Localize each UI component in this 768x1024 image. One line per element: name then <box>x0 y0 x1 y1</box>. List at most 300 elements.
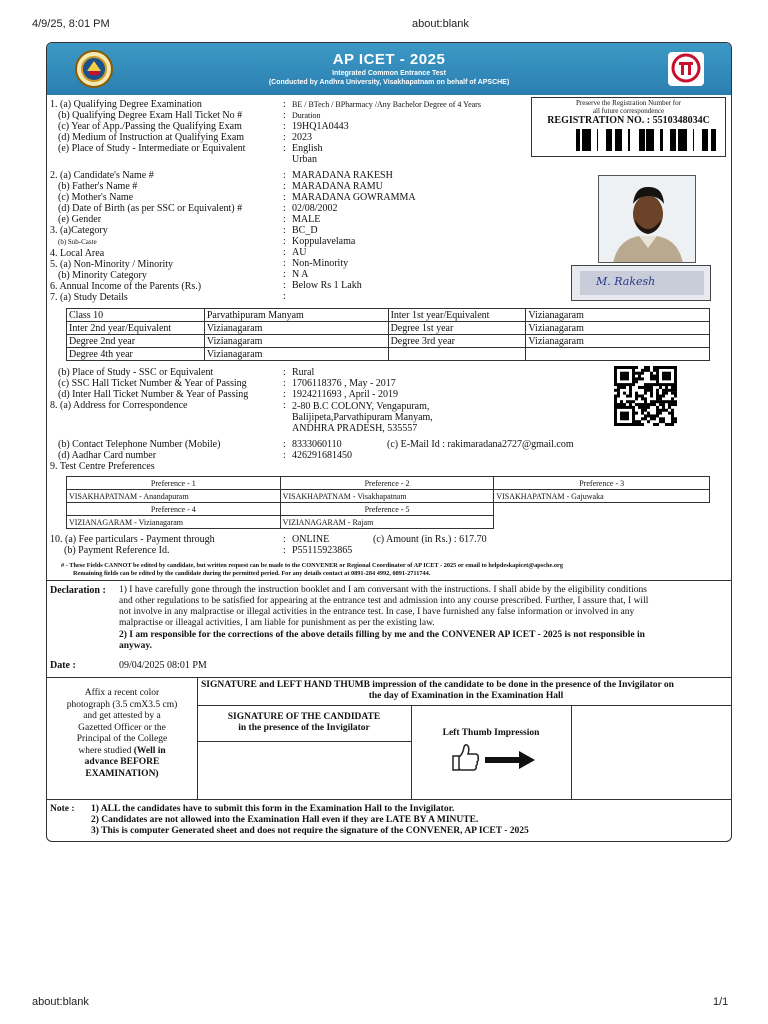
value-sub-caste: Koppulavelama <box>292 236 356 247</box>
header-banner <box>47 43 731 95</box>
qr-module <box>623 386 626 389</box>
barcode-bar <box>586 129 588 151</box>
barcode-bar <box>618 129 621 151</box>
qr-module <box>620 372 623 375</box>
label-dob: (d) Date of Birth (as per SSC or Equivalent) # <box>58 203 243 214</box>
qr-module <box>674 400 677 403</box>
qr-module <box>623 392 626 395</box>
qr-module <box>650 389 653 392</box>
qr-module <box>632 372 635 375</box>
qr-module <box>638 406 641 409</box>
qr-module <box>656 389 659 392</box>
qr-module <box>653 375 656 378</box>
qr-module <box>656 366 659 369</box>
qr-module <box>644 383 647 386</box>
qr-module <box>617 389 620 392</box>
qr-module <box>626 412 629 415</box>
qr-module <box>644 414 647 417</box>
label-hall-ticket-no: (b) Qualifying Degree Exam Hall Ticket No # <box>58 110 243 121</box>
qr-module <box>668 400 671 403</box>
qr-module <box>647 383 650 386</box>
table-row <box>67 477 710 490</box>
table-row <box>67 322 710 335</box>
qr-module <box>635 366 638 369</box>
qr-module <box>665 372 668 375</box>
note-line1: 1) ALL the candidates have to submit this form in the Examination Hall to the Invigilator. <box>91 804 455 814</box>
value-local-area: AU <box>292 247 307 258</box>
photo-instruction-1: Affix a recent color <box>84 688 160 698</box>
edit-notice-line1: # - These Fields CANNOT be edited by candidate, but written request can be made to the CONVENER or Regional Coordinator of AP ICET - 2025 or email to helpdeskapicet@apsche.org <box>61 562 563 569</box>
qr-module <box>623 417 626 420</box>
qr-module <box>644 389 647 392</box>
exam-title: AP ICET - 2025 <box>332 51 446 68</box>
qr-module <box>635 377 638 380</box>
qr-module <box>644 369 647 372</box>
qr-module <box>614 412 617 415</box>
declaration-line2: and other regulations to be satisfied for appearing at the entrance test and admission into any course prescribed. Further, I assure that, I will <box>119 596 649 606</box>
qr-module <box>668 372 671 375</box>
divider <box>411 705 412 799</box>
colon-group-3: : : : : <box>283 367 286 411</box>
qr-module <box>620 423 623 426</box>
qr-module <box>626 377 629 380</box>
registration-box <box>531 97 726 157</box>
label-study-details: 7. (a) Study Details <box>50 292 128 303</box>
table-row <box>67 309 710 322</box>
qr-module <box>644 403 647 406</box>
qr-module <box>620 375 623 378</box>
qr-module <box>632 412 635 415</box>
colon-group-2: : : : : : : : : : : : : <box>283 170 286 302</box>
qr-module <box>662 406 665 409</box>
table-cell: Vizianagaram <box>204 335 388 348</box>
qr-module <box>656 383 659 386</box>
label-aadhar: (d) Aadhar Card number <box>58 450 157 461</box>
qr-module <box>662 409 665 412</box>
qr-module <box>662 395 665 398</box>
table-row <box>67 335 710 348</box>
qr-module <box>632 377 635 380</box>
value-address-line3: ANDHRA PRADESH, 535557 <box>292 423 418 434</box>
qr-module <box>623 403 626 406</box>
qr-module <box>641 372 644 375</box>
note-line2: 2) Candidates are not allowed into the Examination Hall even if they are LATE BY A MINUTE. <box>91 815 479 825</box>
apsche-logo-icon <box>667 51 705 87</box>
table-row <box>67 503 710 516</box>
barcode-bar <box>711 129 712 151</box>
qr-module <box>623 383 626 386</box>
qr-module <box>614 389 617 392</box>
divider <box>571 705 572 799</box>
barcode-bar <box>678 129 681 151</box>
qr-module <box>656 414 659 417</box>
value-aadhar: 426291681450 <box>292 450 352 461</box>
qr-module <box>626 417 629 420</box>
qr-module <box>659 412 662 415</box>
declaration-line1: 1) I have carefully gone through the instruction booklet and I am conversant with the instructions. I shall abide by the eligibility conditions <box>119 585 647 595</box>
qr-module <box>644 386 647 389</box>
qr-module <box>638 395 641 398</box>
signature-heading-2: the day of Examination in the Examination Hall <box>368 691 564 701</box>
qr-module <box>638 386 641 389</box>
qr-module <box>635 397 638 400</box>
qr-module <box>668 375 671 378</box>
qr-module <box>665 366 668 369</box>
photo-instruction-6: where studied <box>78 745 132 756</box>
label-gender: (e) Gender <box>58 214 102 225</box>
qr-module <box>632 420 635 423</box>
qr-module <box>659 395 662 398</box>
value-annual-income: Below Rs 1 Lakh <box>292 280 362 291</box>
barcode-bar <box>576 129 579 151</box>
qr-module <box>623 372 626 375</box>
qr-module <box>626 383 629 386</box>
colon-group-5: : : <box>283 534 286 556</box>
qr-module <box>614 423 617 426</box>
qr-module <box>671 386 674 389</box>
qr-module <box>656 395 659 398</box>
qr-module <box>662 375 665 378</box>
qr-module <box>638 403 641 406</box>
qr-module <box>653 366 656 369</box>
photo-instruction-bold-3: EXAMINATION) <box>85 768 159 779</box>
qr-module <box>614 366 617 369</box>
barcode-bar <box>693 129 694 151</box>
table-cell: Degree 2nd year <box>67 335 205 348</box>
qr-module <box>620 377 623 380</box>
qr-module <box>665 389 668 392</box>
qr-module <box>653 417 656 420</box>
qr-module <box>647 420 650 423</box>
qr-module <box>629 389 632 392</box>
print-page-count: 1/1 <box>713 996 729 1008</box>
qr-module <box>620 406 623 409</box>
qr-module <box>650 375 653 378</box>
conducted-by: (Conducted by Andhra University, Visakhapatnam on behalf of APSCHE) <box>268 79 510 86</box>
qr-module <box>635 412 638 415</box>
photo-instruction-bold-1: (Well in <box>133 745 166 756</box>
label-minority-category: (b) Minority Category <box>58 270 147 281</box>
qr-module <box>623 366 626 369</box>
qr-code <box>614 366 678 426</box>
photo-instruction-2: photograph (3.5 cmX3.5 cm) <box>66 699 178 710</box>
qr-module <box>659 403 662 406</box>
qr-module <box>641 423 644 426</box>
qr-module <box>647 386 650 389</box>
pref-2-value: VISAKHAPATNAM - Visakhapatnam <box>280 490 494 503</box>
qr-module <box>644 366 647 369</box>
label-local-area: 4. Local Area <box>50 248 105 259</box>
qr-module <box>659 397 662 400</box>
table-cell <box>388 348 526 361</box>
qr-module <box>641 395 644 398</box>
empty-cell <box>494 503 710 516</box>
qr-module <box>623 423 626 426</box>
label-test-centre: 9. Test Centre Preferences <box>50 461 155 472</box>
qr-module <box>626 375 629 378</box>
note-label: Note : <box>50 804 75 814</box>
barcode-bar <box>582 129 585 151</box>
qr-module <box>626 406 629 409</box>
hall-ticket-form <box>46 42 732 842</box>
qr-module <box>674 380 677 383</box>
qr-module <box>614 397 617 400</box>
table-cell <box>526 348 710 361</box>
barcode-bar <box>660 129 663 151</box>
exam-subtitle: Integrated Common Entrance Test <box>332 70 446 77</box>
divider <box>197 741 411 742</box>
candidate-signature-box <box>571 265 711 301</box>
pref-4-value: VIZIANAGARAM - Vizianagaram <box>67 516 281 529</box>
qr-module <box>671 403 674 406</box>
qr-module <box>662 383 665 386</box>
value-inter-hall-ticket: 1924211693 , April - 2019 <box>292 389 399 400</box>
qr-module <box>641 406 644 409</box>
qr-module <box>671 389 674 392</box>
qr-module <box>665 423 668 426</box>
value-mother-name: MARADANA GOWRAMMA <box>292 192 416 203</box>
table-cell: Vizianagaram <box>204 322 388 335</box>
table-row <box>67 348 710 361</box>
qr-module <box>656 375 659 378</box>
qr-module <box>629 406 632 409</box>
qr-module <box>659 400 662 403</box>
barcode-bar <box>706 129 708 151</box>
qr-module <box>635 420 638 423</box>
qr-module <box>623 377 626 380</box>
qr-module <box>641 369 644 372</box>
qr-module <box>668 412 671 415</box>
qr-module <box>617 392 620 395</box>
qr-module <box>650 377 653 380</box>
qr-module <box>632 417 635 420</box>
qr-module <box>620 403 623 406</box>
label-candidate-name: 2. (a) Candidate's Name # <box>50 170 154 181</box>
qr-module <box>674 375 677 378</box>
qr-module <box>620 412 623 415</box>
pref-5-value: VIZIANAGARAM - Rajam <box>280 516 494 529</box>
qr-module <box>647 406 650 409</box>
qr-module <box>668 403 671 406</box>
table-cell: Degree 1st year <box>388 322 526 335</box>
barcode-bar <box>670 129 672 151</box>
qr-module <box>662 420 665 423</box>
qr-module <box>674 383 677 386</box>
qr-module <box>653 400 656 403</box>
qr-module <box>638 372 641 375</box>
note-line3: 3) This is computer Generated sheet and does not require the signature of the CONVENER, AP ICET - 2025 <box>91 826 529 836</box>
table-cell: Vizianagaram <box>526 309 710 322</box>
table-cell: Vizianagaram <box>204 348 388 361</box>
colon-group-1: : : : : : <box>283 99 286 154</box>
declaration-bold-line2: anyway. <box>119 641 152 651</box>
qr-module <box>665 377 668 380</box>
value-minority-category: N A <box>292 269 309 280</box>
qr-module <box>662 417 665 420</box>
barcode-bar <box>640 129 642 151</box>
qr-module <box>641 412 644 415</box>
qr-module <box>632 414 635 417</box>
registration-barcode <box>576 129 716 151</box>
barcode-bar <box>646 129 648 151</box>
qr-module <box>674 389 677 392</box>
qr-module <box>671 383 674 386</box>
qr-module <box>653 383 656 386</box>
preferences-table <box>66 476 710 529</box>
value-address-line1: 2-80 B.C COLONY, Vengapuram, <box>292 401 430 412</box>
thumb-impression-label: Left Thumb Impression <box>442 728 540 738</box>
qr-module <box>644 417 647 420</box>
qr-module <box>653 369 656 372</box>
photo-instruction-5: Principal of the College <box>76 734 168 744</box>
qr-module <box>620 386 623 389</box>
value-hall-ticket: 19HQ1A0443 <box>292 121 349 132</box>
qr-module <box>650 400 653 403</box>
qr-module <box>617 406 620 409</box>
label-annual-income: 6. Annual Income of the Parents (Rs.) <box>50 281 202 292</box>
qr-module <box>617 366 620 369</box>
qr-module <box>644 406 647 409</box>
edit-notice-line2: Remaining fields can be edited by the candidate during the permitted period. For any details contact at 0891-284 4992, 0891-2711744. <box>73 570 431 577</box>
qr-module <box>614 380 617 383</box>
qr-module <box>632 423 635 426</box>
qr-module <box>662 403 665 406</box>
barcode-bar <box>610 129 612 151</box>
declaration-bold-line1: 2) I am responsible for the corrections of the above details filling by me and the CONVENER AP ICET - 2025 is not responsible in <box>119 630 645 640</box>
print-footer-url: about:blank <box>32 996 89 1008</box>
divider <box>197 677 198 799</box>
qr-module <box>656 380 659 383</box>
registration-note-2: all future correspondence <box>592 107 665 115</box>
qr-module <box>614 377 617 380</box>
qr-module <box>668 377 671 380</box>
qr-module <box>626 372 629 375</box>
qr-module <box>650 417 653 420</box>
study-details-table <box>66 308 710 361</box>
table-cell: Degree 3rd year <box>388 335 526 348</box>
qr-module <box>665 375 668 378</box>
photo-instruction-3: and get attested by a <box>83 711 161 721</box>
barcode-bar <box>579 129 580 151</box>
qr-module <box>671 414 674 417</box>
qr-module <box>656 406 659 409</box>
value-payment: ONLINE <box>292 534 330 545</box>
qr-module <box>623 412 626 415</box>
value-dob: 02/08/2002 <box>292 203 338 214</box>
qr-module <box>671 409 674 412</box>
table-cell: Vizianagaram <box>526 335 710 348</box>
barcode-bar <box>651 129 652 151</box>
signature-image-text: M. Rakesh <box>596 275 656 288</box>
label-place-intermediate: (e) Place of Study - Intermediate or Equivalent <box>58 143 246 154</box>
qr-module <box>665 392 668 395</box>
qr-module <box>617 403 620 406</box>
qr-module <box>656 409 659 412</box>
qr-module <box>617 383 620 386</box>
qr-module <box>659 383 662 386</box>
qr-module <box>632 409 635 412</box>
qr-module <box>614 409 617 412</box>
barcode-bar <box>652 129 654 151</box>
qr-module <box>665 400 668 403</box>
qr-module <box>614 406 617 409</box>
value-medium: English <box>292 143 323 154</box>
pref-2-heading: Preference - 2 <box>280 477 494 490</box>
photo-attest-box <box>47 688 197 780</box>
pref-3-heading: Preference - 3 <box>494 477 710 490</box>
qr-module <box>617 386 620 389</box>
qr-module <box>671 420 674 423</box>
qr-module <box>665 383 668 386</box>
qr-module <box>626 414 629 417</box>
sig-invigilator-label: in the presence of the Invigilator <box>238 723 370 733</box>
qr-module <box>650 392 653 395</box>
qr-module <box>644 392 647 395</box>
label-address: 8. (a) Address for Correspondence <box>50 400 188 411</box>
qr-module <box>614 369 617 372</box>
qr-module <box>641 417 644 420</box>
arrow-right-icon <box>485 751 535 769</box>
qr-module <box>668 423 671 426</box>
qr-module <box>614 375 617 378</box>
value-phone: 8333060110 <box>292 439 342 450</box>
qr-module <box>656 397 659 400</box>
value-father-name: MARADANA RAMU <box>292 181 383 192</box>
qr-module <box>614 400 617 403</box>
qr-module <box>671 412 674 415</box>
qr-module <box>656 400 659 403</box>
qr-module <box>659 386 662 389</box>
qr-module <box>635 380 638 383</box>
qr-module <box>674 369 677 372</box>
value-ssc-hall-ticket: 1706118376 , May - 2017 <box>292 378 396 389</box>
qr-module <box>635 403 638 406</box>
qr-module <box>632 380 635 383</box>
qr-module <box>617 423 620 426</box>
qr-module <box>647 389 650 392</box>
qr-module <box>674 420 677 423</box>
print-url: about:blank <box>412 18 469 30</box>
empty-cell <box>494 516 710 529</box>
qr-module <box>650 372 653 375</box>
table-cell: Parvathipuram Manyam <box>204 309 388 322</box>
declaration-line3: not involve in any malpractise or illegal activities in the entrance test. In case, I have furnished any false information or involved in any <box>119 607 635 617</box>
qr-module <box>641 377 644 380</box>
table-row <box>67 516 710 529</box>
qr-module <box>629 386 632 389</box>
qr-module <box>629 392 632 395</box>
qr-module <box>671 423 674 426</box>
qr-module <box>644 409 647 412</box>
divider <box>47 799 731 800</box>
label-ssc-hall-ticket: (c) SSC Hall Ticket Number & Year of Passing <box>58 378 247 389</box>
qr-module <box>650 403 653 406</box>
qr-module <box>641 386 644 389</box>
qr-module <box>671 417 674 420</box>
barcode-bar <box>714 129 716 151</box>
qr-module <box>635 395 638 398</box>
declaration-label: Declaration : <box>50 585 106 596</box>
barcode-bar <box>621 129 622 151</box>
value-amount: (c) Amount (in Rs.) : 617.70 <box>373 534 487 545</box>
qr-module <box>644 400 647 403</box>
barcode-bar <box>642 129 645 151</box>
barcode-bar <box>615 129 616 151</box>
qr-module <box>671 400 674 403</box>
qr-module <box>662 372 665 375</box>
qr-module <box>662 377 665 380</box>
declaration-line4: malpractise or illeagal activities, I am liable for punishment as per the existing law. <box>119 618 435 628</box>
